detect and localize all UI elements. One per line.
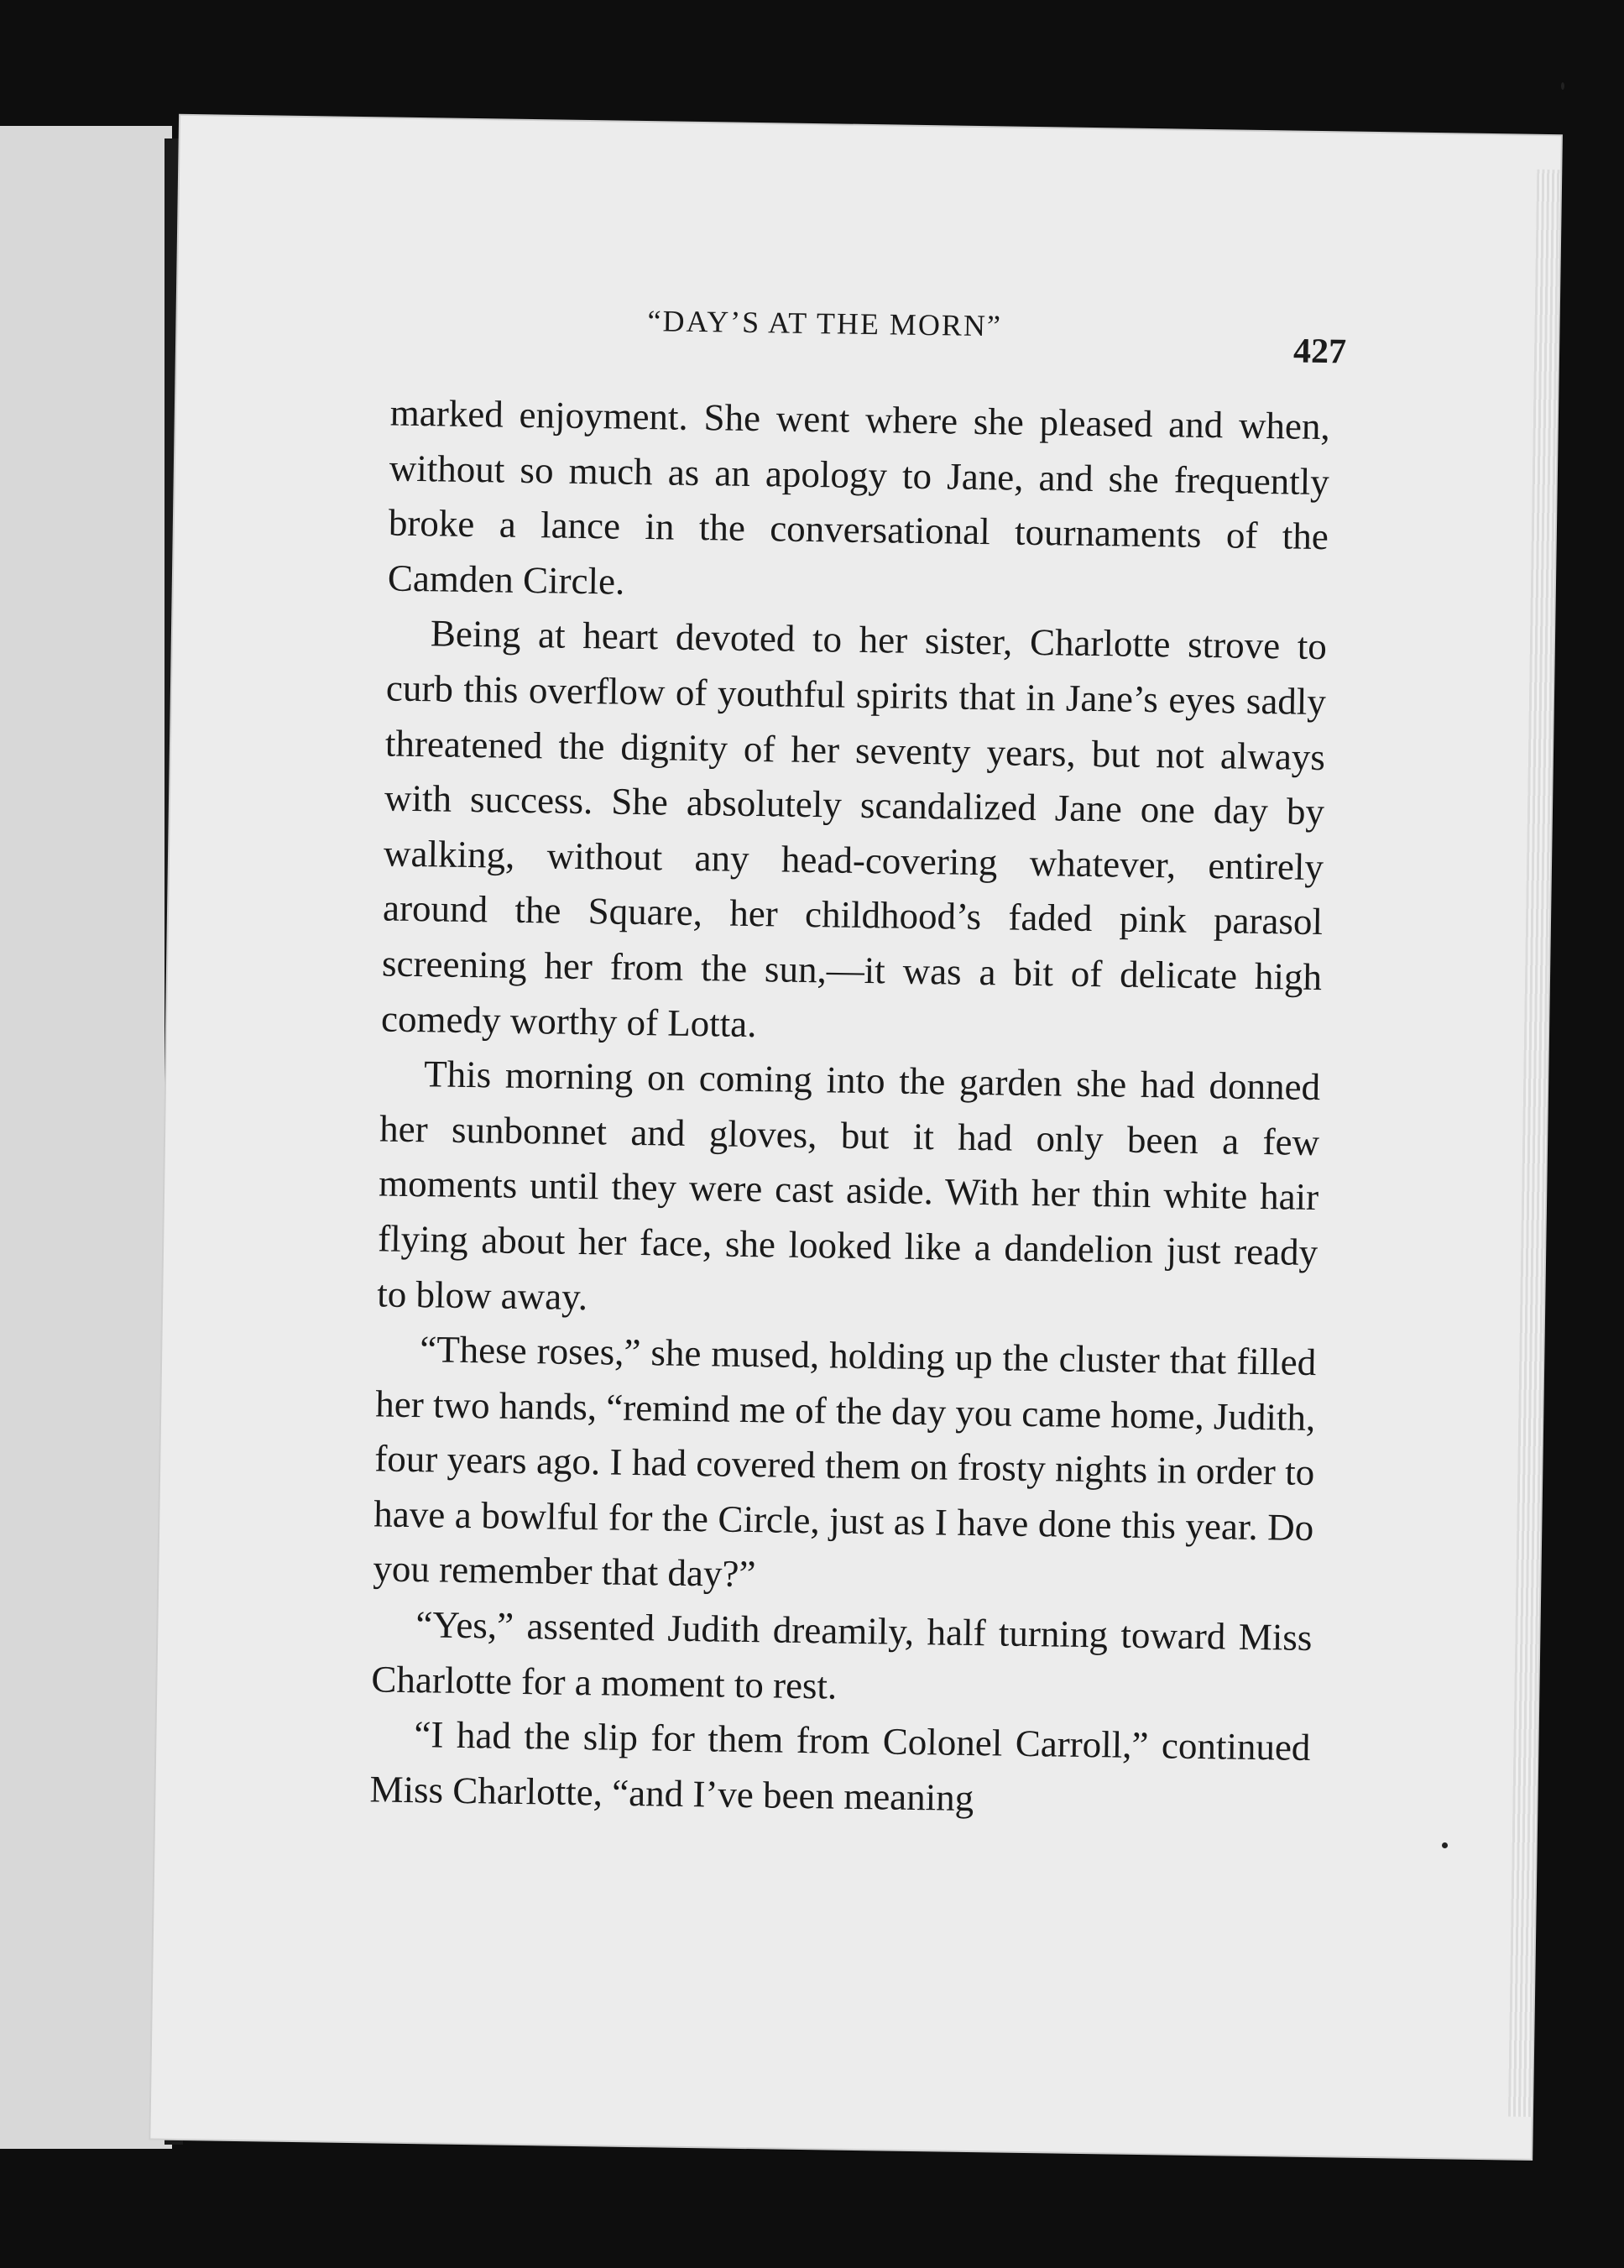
dust-speck [1442,1842,1448,1848]
body-text [369,386,1330,1832]
facing-page [0,126,172,2149]
paragraph: marked enjoyment. She went where she pleased and when, without so much as an apology to Jane, and she frequently broke a lance in the conversational tournaments of the Camden Circle. [387,391,1331,603]
paragraph: “These roses,” she mused, holding up the cluster that filled her two hands, “remind me of the day you came home, Judith, four years ago. I had covered them on frosty nights in order to have a bowlful for the Circle, just as I have done this year. Do you remember that day?” [373,1328,1317,1596]
running-head: “DAY’S AT THE MORN” [647,304,1003,343]
dust-speck [1561,82,1564,90]
page-header [177,296,1559,375]
paragraph: “I had the slip for them from Colonel Carroll,” continued Miss Charlotte, “and I’ve been meaning [369,1713,1311,1819]
paragraph: Being at heart devoted to her sister, Charlotte strove to curb this overflow of youthful spirits that in Jane’s eyes sadly threatened the dignity of her seventy years, but not always with success. She absolutely scandalized Jane one day by walking, without any head-covering whatever, entirely around the Square, her childhood’s faded pink parasol screening her from the sun,—it was a bit of delicate high comedy worthy of Lotta. [380,612,1328,1045]
book-page [150,116,1561,2159]
page-number: 427 [1292,332,1347,372]
paragraph: This morning on coming into the garden she had donned her sunbonnet and gloves, but it had only been a few moments until they were cast aside. With her thin white hair flying about her face, she looked like a dandelion just ready to blow away. [376,1053,1321,1318]
paragraph: “Yes,” assented Judith dreamily, half turning toward Miss Charlotte for a moment to rest. [371,1603,1313,1707]
